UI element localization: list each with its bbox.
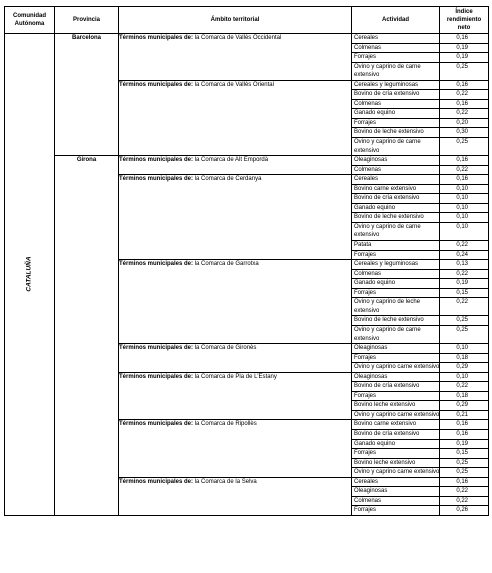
indice-cell — [440, 420, 489, 477]
indice-value: 0,10 — [440, 194, 488, 204]
provincia-cell: Barcelona — [55, 34, 119, 156]
indice-value: 0,22 — [440, 270, 488, 280]
actividad-item: Bovino de cría extensivo — [352, 382, 439, 392]
indice-value: 0,25 — [456, 63, 468, 70]
actividad-item: Ganado equino — [352, 109, 439, 119]
ambito-name: la Comarca de Cerdanya — [194, 176, 262, 183]
actividad-item: Ovino y caprino carne extensivo — [354, 364, 439, 371]
comunidad-cell — [5, 34, 55, 516]
indice-value: 0,22 — [440, 497, 488, 507]
actividad-item: Ovino y caprino de carne extensivo — [352, 223, 439, 241]
indice-value: 0,10 — [440, 204, 488, 214]
ambito-cell — [119, 477, 352, 515]
actividad-item: Ovino y caprino de leche extensivo — [352, 298, 439, 316]
actividad-cell — [352, 477, 440, 515]
actividad-item: Oleaginosas — [352, 373, 439, 383]
indice-value: 0,10 — [440, 223, 488, 241]
indice-value: 0,16 — [440, 420, 488, 430]
indice-value: 0,22 — [440, 90, 488, 100]
header-comunidad: Comunidad Autónoma — [5, 7, 55, 34]
indice-value: 0,10 — [440, 373, 488, 383]
ambito-name: la Comarca de Ripollès — [194, 421, 257, 428]
ambito-prefix: Términos municipales de: — [119, 176, 194, 183]
actividad-item: Forrajes — [352, 119, 439, 129]
indice-value: 0,19 — [440, 440, 488, 450]
comunidad-label: CATALUÑA — [25, 256, 33, 293]
actividad-item: Forrajes — [352, 449, 439, 459]
ambito-prefix: Términos municipales de: — [119, 35, 194, 41]
indice-value: 0,16 — [440, 478, 488, 488]
ambito-cell — [119, 156, 352, 175]
actividad-item: Bovino de cría extensivo — [352, 430, 439, 440]
ambito-name: la Comarca de la Selva — [194, 478, 257, 485]
indice-value: 0,22 — [456, 166, 468, 173]
actividad-item: Ovino y caprino de carne extensivo — [354, 139, 421, 154]
ambito-cell — [119, 344, 352, 373]
ambito-cell — [119, 260, 352, 344]
indice-value: 0,21 — [456, 411, 468, 418]
header-ambito: Ámbito territorial — [119, 7, 352, 34]
document-page — [4, 6, 488, 516]
ambito-prefix: Términos municipales de: — [119, 373, 194, 380]
indice-value: 0,16 — [440, 34, 488, 44]
indice-value: 0,29 — [456, 364, 468, 371]
indice-value: 0,22 — [440, 487, 488, 497]
ambito-prefix: Términos municipales de: — [119, 261, 194, 268]
header-row — [5, 7, 489, 34]
ambito-prefix: Términos municipales de: — [119, 157, 194, 164]
indice-value: 0,22 — [440, 382, 488, 392]
indice-value: 0,25 — [456, 326, 468, 333]
actividad-item: Bovino carne extensivo — [352, 185, 439, 195]
indice-value: 0,24 — [456, 251, 468, 258]
ambito-name: la Comarca de Vallès Occidental — [194, 35, 282, 41]
indice-cell — [440, 344, 489, 373]
actividad-item: Bovino de cría extensivo — [352, 194, 439, 204]
actividad-item: Bovino de leche extensivo — [352, 316, 439, 326]
actividad-item: Oleaginosas — [352, 344, 439, 354]
actividad-item: Forrajes — [352, 354, 439, 364]
ambito-name: la Comarca de Alt Empordà — [194, 157, 269, 164]
actividad-item: Bovino de cría extensivo — [352, 90, 439, 100]
actividad-item: Forrajes — [352, 392, 439, 402]
indice-value: 0,22 — [440, 241, 488, 251]
actividad-cell — [352, 260, 440, 344]
yield-index-table — [4, 6, 489, 516]
indice-value: 0,16 — [440, 81, 488, 91]
header-actividad: Actividad — [352, 7, 440, 34]
actividad-item: Forrajes — [354, 507, 377, 514]
indice-value: 0,18 — [440, 354, 488, 364]
ambito-name: la Comarca de Pla de L'Estany — [194, 373, 277, 380]
actividad-item: Oleaginosas — [352, 487, 439, 497]
actividad-cell — [352, 175, 440, 260]
actividad-cell — [352, 80, 440, 155]
actividad-cell — [352, 34, 440, 81]
actividad-item: Cereales — [352, 175, 439, 185]
actividad-item: Colmenas — [354, 166, 382, 173]
indice-cell — [440, 477, 489, 515]
ambito-cell — [119, 175, 352, 260]
ambito-cell — [119, 372, 352, 420]
actividad-item: Ganado equino — [352, 279, 439, 289]
actividad-item: Colmenas — [352, 497, 439, 507]
table-row — [5, 156, 489, 175]
actividad-item: Cereales y leguminosas — [352, 81, 439, 91]
actividad-cell — [352, 156, 440, 175]
actividad-item: Patata — [352, 241, 439, 251]
indice-value: 0,29 — [440, 401, 488, 411]
indice-value: 0,16 — [440, 430, 488, 440]
indice-value: 0,19 — [440, 53, 488, 63]
indice-value: 0,18 — [440, 392, 488, 402]
actividad-item: Cereales — [352, 34, 439, 44]
indice-value: 0,20 — [440, 119, 488, 129]
ambito-cell — [119, 80, 352, 155]
indice-value: 0,15 — [440, 289, 488, 299]
indice-cell — [440, 156, 489, 175]
indice-value: 0,19 — [440, 279, 488, 289]
indice-value: 0,10 — [440, 344, 488, 354]
indice-value: 0,25 — [440, 459, 488, 469]
actividad-item: Forrajes — [352, 289, 439, 299]
actividad-item: Ganado equino — [352, 204, 439, 214]
actividad-item: Colmenas — [352, 100, 439, 110]
actividad-item: Cereales — [352, 478, 439, 488]
header-provincia: Provincia — [55, 7, 119, 34]
ambito-name: la Comarca de Gironès — [194, 345, 257, 352]
actividad-item: Colmenas — [352, 270, 439, 280]
indice-value: 0,22 — [440, 298, 488, 316]
actividad-item: Cereales y leguminosas — [352, 260, 439, 270]
actividad-item: Oleaginosas — [352, 156, 439, 166]
actividad-cell — [352, 372, 440, 420]
provincia-cell: Girona — [55, 156, 119, 516]
actividad-cell — [352, 344, 440, 373]
actividad-cell — [352, 420, 440, 477]
indice-value: 0,16 — [440, 156, 488, 166]
indice-cell — [440, 372, 489, 420]
ambito-cell — [119, 420, 352, 477]
indice-cell — [440, 34, 489, 81]
indice-value: 0,30 — [440, 128, 488, 138]
indice-cell — [440, 80, 489, 155]
indice-cell — [440, 260, 489, 344]
indice-value: 0,16 — [440, 100, 488, 110]
actividad-item: Bovino de leche extensivo — [352, 128, 439, 138]
indice-value: 0,19 — [440, 44, 488, 54]
indice-value: 0,15 — [440, 449, 488, 459]
indice-value: 0,25 — [440, 316, 488, 326]
indice-value: 0,25 — [456, 469, 468, 476]
indice-value: 0,10 — [440, 213, 488, 223]
actividad-item: Forrajes — [352, 53, 439, 63]
ambito-name: la Comarca de Garrotxa — [194, 261, 259, 268]
table-row — [5, 34, 489, 81]
indice-value: 0,25 — [456, 139, 468, 146]
actividad-item: Bovino leche extensivo — [352, 459, 439, 469]
indice-cell — [440, 175, 489, 260]
actividad-item: Ovino y caprino carne extensivo — [354, 469, 439, 476]
ambito-prefix: Términos municipales de: — [119, 478, 194, 485]
indice-value: 0,10 — [440, 185, 488, 195]
indice-value: 0,26 — [456, 507, 468, 514]
table-body — [5, 34, 489, 516]
actividad-item: Bovino leche extensivo — [352, 401, 439, 411]
indice-value: 0,16 — [440, 175, 488, 185]
ambito-cell — [119, 34, 352, 81]
indice-value: 0,13 — [440, 260, 488, 270]
header-indice: Índice rendimiento neto — [440, 7, 489, 34]
actividad-item: Colmenas — [352, 44, 439, 54]
actividad-item: Bovino carne extensivo — [352, 420, 439, 430]
ambito-prefix: Términos municipales de: — [119, 421, 194, 428]
indice-value: 0,22 — [440, 109, 488, 119]
ambito-prefix: Términos municipales de: — [119, 81, 194, 88]
actividad-item: Ovino y caprino carne extensivo — [354, 411, 439, 418]
actividad-item: Ovino y caprino de carne extensivo — [354, 326, 421, 342]
actividad-item: Forrajes — [354, 251, 377, 258]
actividad-item: Bovino de leche extensivo — [352, 213, 439, 223]
actividad-item: Ganado equino — [352, 440, 439, 450]
ambito-prefix: Términos municipales de: — [119, 345, 194, 352]
actividad-item: Ovino y caprino de carne extensivo — [354, 63, 421, 79]
ambito-name: la Comarca de Vallès Oriental — [194, 81, 274, 88]
